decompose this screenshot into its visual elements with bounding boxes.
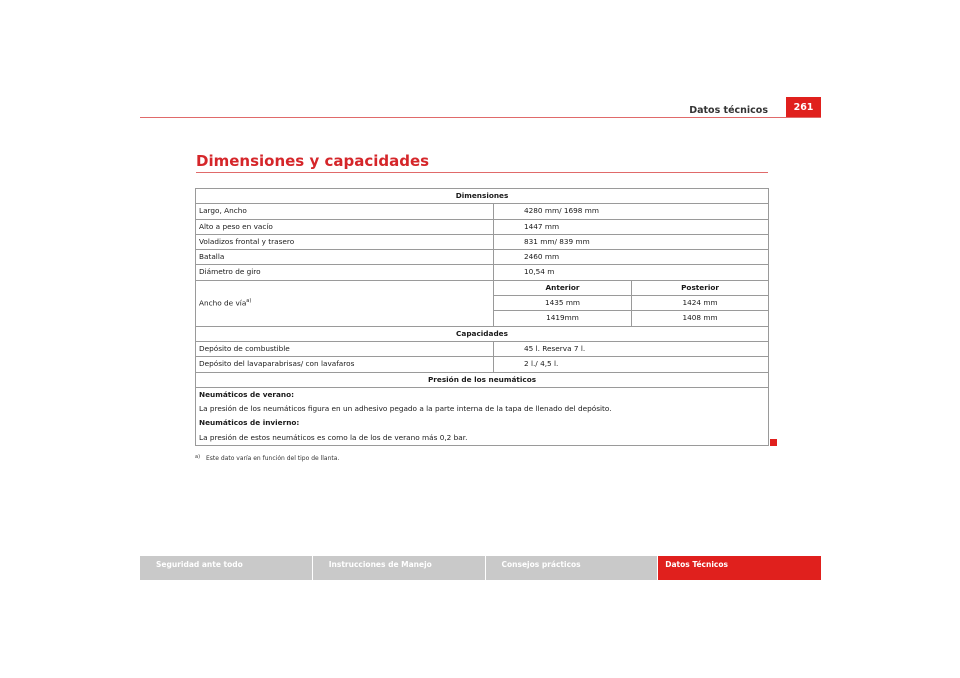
capacities-heading: Capacidades bbox=[196, 326, 769, 341]
chapter-nav bbox=[140, 556, 821, 580]
row-label: Depósito del lavaparabrisas/ con lavafaros bbox=[196, 357, 494, 372]
row-label: Voladizos frontal y trasero bbox=[196, 234, 494, 249]
table-row bbox=[196, 265, 769, 280]
table-row bbox=[196, 416, 769, 430]
footnote-text: Este dato varía en función del tipo de llanta. bbox=[206, 455, 340, 462]
header-divider bbox=[140, 117, 821, 118]
section-title: Dimensiones y capacidades bbox=[196, 152, 430, 170]
footnote-mark: a) bbox=[195, 454, 201, 460]
row-label: Diámetro de giro bbox=[196, 265, 494, 280]
row-value: 10,54 m bbox=[494, 265, 769, 280]
header-title: Datos técnicos bbox=[689, 105, 768, 116]
row-label: Batalla bbox=[196, 250, 494, 265]
row-value: 1447 mm bbox=[494, 219, 769, 234]
table-row bbox=[196, 431, 769, 446]
row-label: Alto a peso en vacío bbox=[196, 219, 494, 234]
row-label: Depósito de combustible bbox=[196, 341, 494, 356]
table-row bbox=[196, 189, 769, 204]
track-front-value: 1435 mm bbox=[494, 296, 632, 311]
dimensions-heading: Dimensiones bbox=[196, 189, 769, 204]
tires-heading: Presión de los neumáticos bbox=[196, 372, 769, 387]
track-label: Ancho de vía bbox=[199, 298, 247, 308]
track-col-rear: Posterior bbox=[632, 280, 769, 295]
table-row bbox=[196, 219, 769, 234]
nav-tab-seguridad[interactable]: Seguridad ante todo bbox=[140, 556, 312, 580]
track-front-value: 1419mm bbox=[494, 311, 632, 326]
table-row bbox=[196, 402, 769, 416]
table-row bbox=[196, 387, 769, 402]
title-divider bbox=[196, 172, 768, 173]
track-rear-value: 1424 mm bbox=[632, 296, 769, 311]
table-row bbox=[196, 341, 769, 356]
page-number: 261 bbox=[786, 97, 821, 118]
table-row bbox=[196, 280, 769, 295]
row-label: Largo, Ancho bbox=[196, 204, 494, 219]
table-row bbox=[196, 204, 769, 219]
row-value: 2 l./ 4,5 l. bbox=[494, 357, 769, 372]
winter-text: La presión de estos neumáticos es como la de los de verano más 0,2 bar. bbox=[196, 431, 769, 446]
track-rear-value: 1408 mm bbox=[632, 311, 769, 326]
table-row bbox=[196, 234, 769, 249]
row-value: 4280 mm/ 1698 mm bbox=[494, 204, 769, 219]
track-col-front: Anterior bbox=[494, 280, 632, 295]
winter-title: Neumáticos de invierno: bbox=[196, 416, 769, 430]
nav-tab-datos-tecnicos[interactable]: Datos Técnicos bbox=[658, 556, 821, 580]
footnote-ref: a) bbox=[246, 297, 252, 304]
track-label-cell bbox=[196, 280, 494, 326]
footnote bbox=[195, 455, 339, 462]
row-value: 2460 mm bbox=[494, 250, 769, 265]
table-row bbox=[196, 357, 769, 372]
nav-tab-instrucciones[interactable]: Instrucciones de Manejo bbox=[313, 556, 485, 580]
summer-title: Neumáticos de verano: bbox=[196, 387, 769, 402]
table-row bbox=[196, 250, 769, 265]
table-row bbox=[196, 372, 769, 387]
summer-text: La presión de los neumáticos figura en un adhesivo pegado a la parte interna de la tapa de llenado del depósito. bbox=[196, 402, 769, 416]
row-value: 831 mm/ 839 mm bbox=[494, 234, 769, 249]
row-value: 45 l. Reserva 7 l. bbox=[494, 341, 769, 356]
section-end-marker bbox=[770, 439, 777, 446]
nav-tab-consejos[interactable]: Consejos prácticos bbox=[486, 556, 658, 580]
table-row bbox=[196, 326, 769, 341]
specs-table bbox=[195, 188, 769, 446]
